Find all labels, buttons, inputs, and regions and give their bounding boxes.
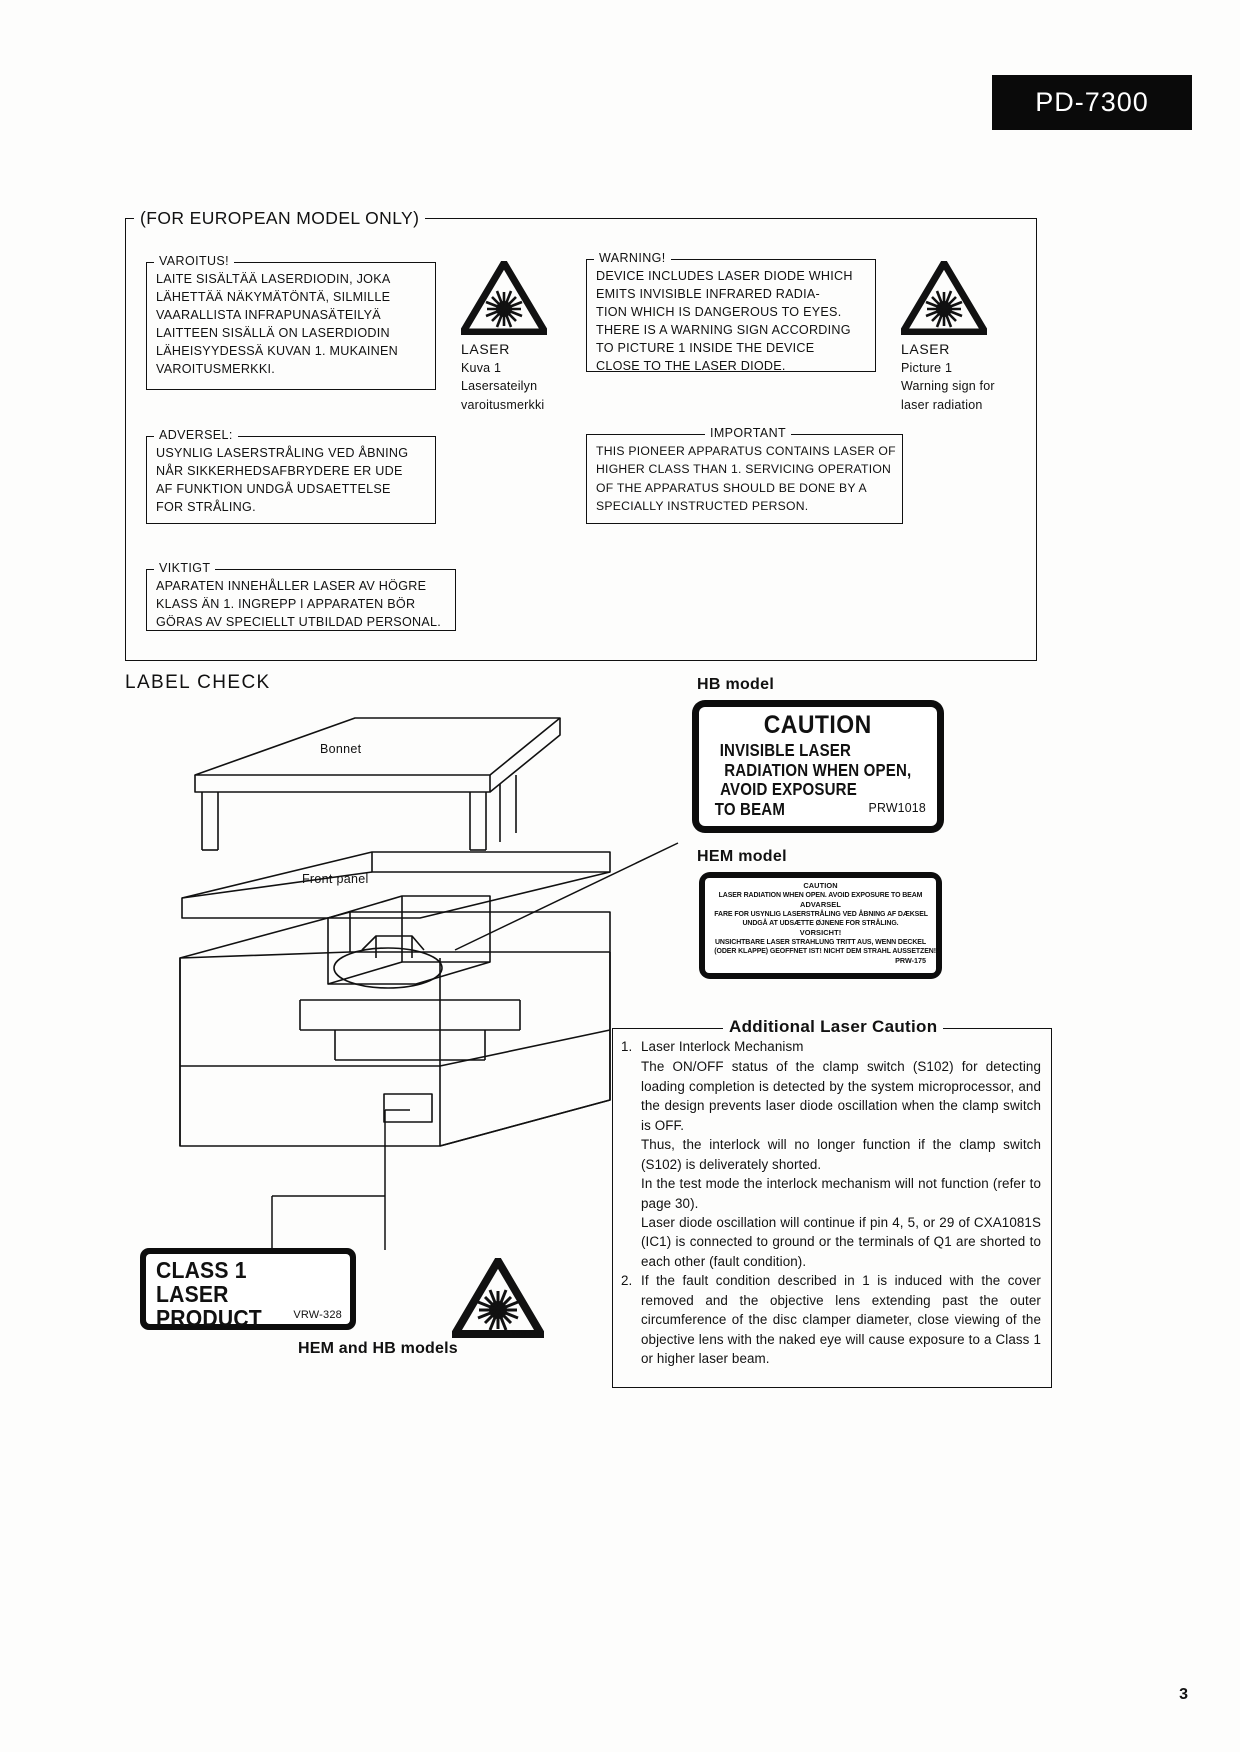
text-line: TION WHICH IS DANGEROUS TO EYES.	[596, 305, 842, 319]
caution-line: LASER RADIATION WHEN OPEN. AVOID EXPOSURE TO BEAM	[718, 890, 923, 899]
part-number: VRW-329	[511, 1330, 540, 1337]
caption-line: varoitusmerkki	[461, 397, 545, 412]
laser-symbol-bottom	[452, 1258, 544, 1343]
warning-box-body	[587, 260, 875, 381]
caption-line: laser radiation	[901, 397, 983, 412]
caution-heading: ADVARSEL	[800, 899, 841, 909]
text-line: NÅR SIKKERHEDSAFBRYDERE ER UDE	[156, 464, 403, 478]
caution-line: FARE FOR USYNLIG LASERSTRÅLING VED ÅBNING AF DÆKSEL	[714, 908, 928, 918]
warning-box-body	[587, 435, 902, 521]
text-line: GÖRAS AV SPECIELLT UTBILDAD PERSONAL.	[156, 615, 442, 629]
warning-box-viktigt	[146, 561, 456, 631]
warning-box-caption: VIKTIGT	[154, 561, 215, 575]
warning-box-body	[147, 570, 455, 637]
text-line: AF FUNKTION UNDGÅ UDSAETTELSE	[156, 482, 391, 496]
european-model-title: (FOR EUROPEAN MODEL ONLY)	[134, 208, 425, 229]
model-number-badge: PD-7300	[992, 75, 1192, 130]
additional-laser-caution-title: Additional Laser Caution	[723, 1017, 943, 1037]
warning-box-caption: VAROITUS!	[154, 254, 234, 268]
part-number: PRW-175	[895, 955, 926, 965]
text-line: LÄHEISYYDESSÄ KUVAN 1. MUKAINEN	[156, 344, 398, 358]
laser-symbol-right	[901, 261, 995, 414]
bonnet-label: Bonnet	[320, 742, 362, 756]
text-line: DEVICE INCLUDES LASER DIODE WHICH	[596, 269, 853, 283]
laser-symbol-caption	[461, 339, 547, 414]
european-model-section	[125, 208, 1037, 661]
warning-box-adversel	[146, 428, 436, 524]
caution-line: RADIATION WHEN OPEN,	[724, 759, 912, 780]
class1-line-2: LASER PRODUCT	[156, 1281, 262, 1332]
laser-symbol-caption	[901, 339, 995, 414]
caution-heading: CAUTION	[803, 881, 838, 890]
laser-symbol-left	[461, 261, 547, 414]
text-line: APARATEN INNEHÅLLER LASER AV HÖGRE	[156, 579, 427, 593]
text-line: THERE IS A WARNING SIGN ACCORDING	[596, 323, 851, 337]
paragraph: Thus, the interlock will no longer function if the clamp switch (S102) is deliverately shorted.	[641, 1137, 1041, 1172]
caution-title: CAUTION	[763, 711, 872, 739]
paragraph: If the fault condition described in 1 is induced with the cover removed and the objective lens extending past the outer circumference of the disc clamper diameter, close viewing of the objective lens with the naked eye will cause exposure to a Class 1 or higher laser beam.	[641, 1273, 1041, 1366]
cd-player-chassis-illustration	[140, 700, 660, 1320]
text-line: FOR STRÅLING.	[156, 500, 256, 514]
text-line: VAARALLISTA INFRAPUNASÄTEILYÄ	[156, 308, 381, 322]
caption-line: Kuva 1	[461, 361, 502, 376]
warning-box-warning	[586, 251, 876, 373]
text-line: SPECIALLY INSTRUCTED PERSON.	[596, 498, 809, 513]
laser-hazard-triangle-icon	[901, 261, 987, 335]
list-number: 1.	[621, 1039, 633, 1054]
front-panel-label: Front panel	[302, 872, 369, 886]
caution-line: AVOID EXPOSURE	[720, 779, 857, 800]
warning-box-important	[586, 426, 903, 524]
paragraph: The ON/OFF status of the clamp switch (S102) for detecting loading completion is detected by the system microprocessor, and the design prevents laser diode oscillation when the clamp switch is OFF.	[641, 1059, 1041, 1133]
caption-line: Warning sign for	[901, 379, 995, 394]
caution-heading: VORSICHT!	[799, 927, 842, 937]
laser-hazard-triangle-icon	[461, 261, 547, 335]
chassis-drawing	[140, 700, 660, 1320]
warning-box-body	[147, 263, 435, 384]
text-line: USYNLIG LASERSTRÅLING VED ÅBNING	[156, 446, 409, 460]
list-item	[621, 1037, 1041, 1056]
caption-line: Picture 1	[901, 361, 953, 376]
class1-laser-product-label	[140, 1248, 356, 1330]
caption-title: LASER	[901, 341, 950, 357]
warning-box-caption: WARNING!	[594, 251, 671, 265]
text-line: EMITS INVISIBLE INFRARED RADIA-	[596, 287, 820, 301]
text-line: HIGHER CLASS THAN 1. SERVICING OPERATION	[596, 462, 892, 477]
part-number: VRW-328	[293, 1309, 342, 1321]
paragraph: In the test mode the interlock mechanism will not function (refer to page 30).	[641, 1176, 1041, 1211]
hem-hb-models-caption: HEM and HB models	[298, 1340, 458, 1357]
caution-line: (ODER KLAPPE) GEOFFNET IST! NICHT DEM STRAHL AUSSETZEN!	[714, 946, 936, 956]
text-line: LAITE SISÄLTÄÄ LASERDIODIN, JOKA	[156, 272, 391, 286]
caption-line: Lasersateilyn	[461, 379, 538, 394]
list-heading: Laser Interlock Mechanism	[641, 1039, 804, 1054]
hem-caution-label	[699, 872, 942, 979]
text-line: VAROITUSMERKKI.	[156, 362, 275, 376]
text-line: LAITTEEN SISÄLLÄ ON LASERDIODIN	[156, 326, 390, 340]
caution-line: TO BEAM	[714, 798, 786, 819]
paragraph: Laser diode oscillation will continue if pin 4, 5, or 29 of CXA1081S (IC1) is connected to ground or the terminals of Q1 are shorted to each other (fault condition).	[641, 1214, 1041, 1269]
warning-box-caption: IMPORTANT	[705, 426, 791, 440]
page-number: 3	[1179, 1686, 1188, 1703]
text-line: CLOSE TO THE LASER DIODE.	[596, 359, 786, 373]
list-item	[621, 1271, 1041, 1368]
text-line: OF THE APPARATUS SHOULD BE DONE BY A	[596, 480, 867, 495]
label-check-heading: LABEL CHECK	[125, 672, 271, 693]
additional-laser-caution-section	[612, 1017, 1052, 1388]
caption-title: LASER	[461, 341, 510, 357]
hem-model-heading: HEM model	[697, 848, 787, 865]
class1-line-1: CLASS 1	[156, 1257, 247, 1283]
part-number: PRW1018	[868, 799, 926, 815]
laser-hazard-triangle-icon	[452, 1258, 544, 1338]
text-line: TO PICTURE 1 INSIDE THE DEVICE	[596, 341, 815, 355]
warning-box-caption: ADVERSEL:	[154, 428, 238, 442]
text-line: THIS PIONEER APPARATUS CONTAINS LASER OF	[596, 444, 896, 458]
hb-caution-label	[692, 700, 944, 833]
list-number: 2.	[621, 1273, 633, 1289]
caution-line: INVISIBLE LASER	[719, 740, 852, 760]
hb-model-heading: HB model	[697, 676, 775, 693]
caution-line: UNDGÅ AT UDSÆTTE ØJNENE FOR STRÅLING.	[742, 918, 899, 928]
warning-box-varoitus	[146, 254, 436, 390]
text-line: LÄHETTÄÄ NÄKYMÄTÖNTÄ, SILMILLE	[156, 290, 391, 304]
caution-line: UNSICHTBARE LASER STRAHLUNG TRITT AUS, WENN DECKEL	[714, 936, 927, 946]
warning-box-body	[147, 437, 435, 522]
text-line: KLASS ÄN 1. INGREPP I APPARATEN BÖR	[156, 597, 416, 611]
